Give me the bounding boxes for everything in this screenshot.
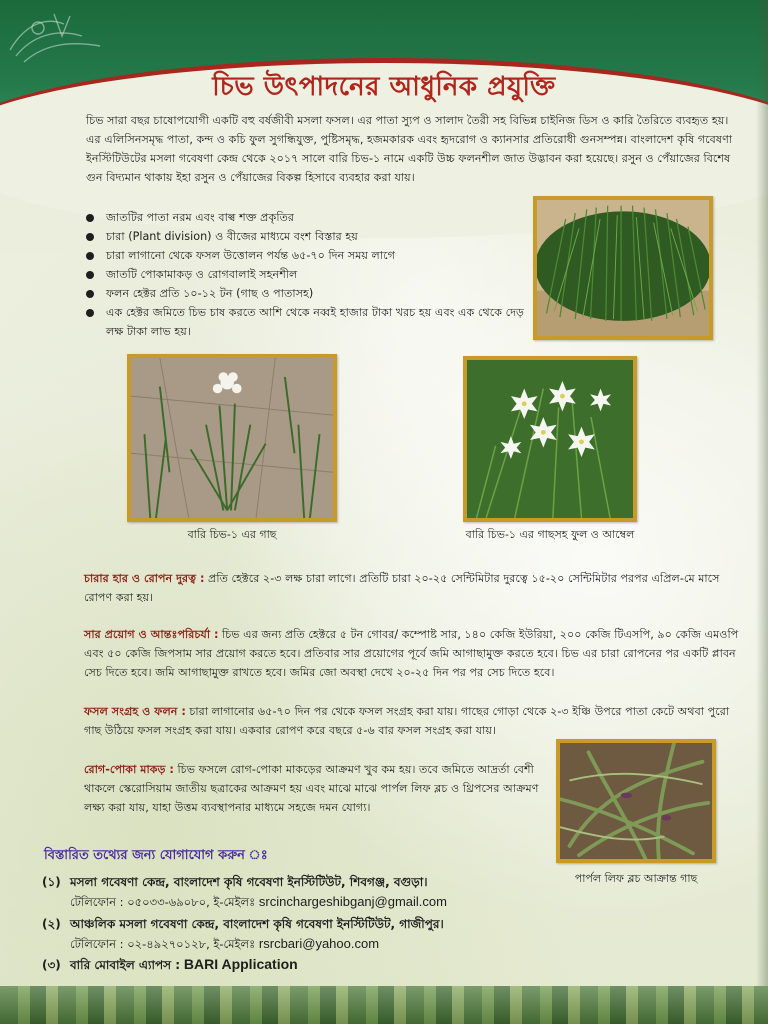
page-title: চিভ উৎপাদনের আধুনিক প্রযুক্তি [212,72,556,102]
corner-logo [4,6,114,66]
bullet-icon [86,214,94,222]
pest-heading: রোগ-পোকা মাকড় : [84,763,174,776]
feature-list [84,208,524,341]
app-info [42,954,562,975]
harvest-heading: ফসল সংগ্রহ ও ফলন : [84,705,186,718]
contact-item [42,914,562,954]
contact-email[interactable]: srcinchargeshibganj@gmail.com [258,894,447,909]
purple-leaf-blotch-photo [556,739,716,863]
plant-photo-caption: বারি চিভ-১ এর গাছ [187,528,277,541]
pest-text: চিভ ফসলে রোগ-পোকা মাকড়ের আক্রমণ খুব কম হয়। তবে জমিতে আদ্রর্তা বেশী থাকলে স্কেরোসিয়াম জাতীয় ছত্রাকের আক্রমণ হয় এবং মাঝে মাঝে পার্পল লিফ ব্লচ ও থ্রিপসের আক্রমণ লক্ষ্য করা যায়, যাহা উত্তম ব্যবস্থাপনার মাধ্যমে সহজে দমন যোগ্য। [84,763,539,814]
contact-phone: টেলিফোন : ০৫০৩৩-৬৯০৮০, ই-মেইলঃ [70,895,256,909]
fertilizer-heading: সার প্রয়োগ ও আন্তঃপরিচর্যা : [84,628,219,641]
contact-org: আঞ্চলিক মসলা গবেষণা কেন্দ্র, বাংলাদেশ কৃষি গবেষণা ইনস্টিটিউট, গাজীপুর। [70,917,444,931]
chive-field-photo [533,196,713,340]
harvest-section [84,702,744,740]
flower-photo-caption: বারি চিভ-১ এর গাছসহ ফুল ও আম্বেল [465,528,635,541]
list-item: চারা লাগানো থেকে ফসল উত্তোলন পর্যন্ত ৬৫-৭০ দিন সময় লাগে [84,246,524,265]
contact-number: (২) [42,917,61,931]
contact-org: মসলা গবেষণা কেন্দ্র, বাংলাদেশ কৃষি গবেষণা ইনস্টিটিউট, শিবগঞ্জ, বগুড়া। [70,875,428,889]
list-item: জাতটি পোকামাকড় ও রোগবালাই সহনশীল [84,265,524,284]
bullet-icon [86,233,94,241]
pest-section [84,760,554,817]
contact-item [42,872,562,912]
harvest-text: চারা লাগানোর ৬৫-৭০ দিন পর থেকে ফসল সংগ্রহ করা যায়। গাছের গোড়া থেকে ২-৩ ইঞ্চি উপরে পাতা কেটে অথবা পুরো গাছ উঠিয়ে ফসল সংগ্রহ করা যায়। একবার রোপণ করে বছরে ৫-৬ বার ফসল সংগ্রহ করা যায়। [84,705,730,737]
fertilizer-text: চিভ এর জন্য প্রতি হেক্টরে ৫ টন গোবর/ কম্পোষ্ট সার, ১৪০ কেজি ইউরিয়া, ২০০ কেজি টিএসপি, ৯০ কেজি এমওপি এবং ৫০ কেজি জিপসাম সার প্রয়োগ করতে হবে। প্রতিবার সার প্রয়োগের পূর্বে জমি আগাছামুক্ত করতে হবে। চিভ এর চারা রোপনের পর একটি প্লাবন সেচ দিতে হবে। জমি আগাছামুক্ত রাখতে হবে। জমির জো অবস্থা দেখে ২০-২৫ দিন পর পর সেচ দিতে হবে। [84,628,739,679]
list-item: চারা (Plant division) ও বীজের মাধ্যমে বংশ বিস্তার হয় [84,227,524,246]
contact-email[interactable]: rsrcbari@yahoo.com [258,936,380,951]
pest-photo-caption: পার্পল লিফ ব্লচ আক্রান্ত গাছ [574,872,698,885]
fertilizer-section [84,625,744,682]
right-edge-shadow [756,0,768,1024]
contact-heading: বিস্তারিত তথ্যের জন্য যোগাযোগ করুন ঃ [44,848,268,863]
contact-number: (১) [42,875,61,889]
bullet-icon [86,309,94,317]
list-item: ফলন হেক্টর প্রতি ১০-১২ টন (গাছ ও পাতাসহ) [84,284,524,303]
planting-text: প্রতি হেক্টরে ২-৩ লক্ষ চারা লাগে। প্রতিটি চারা ২০-২৫ সেন্টিমিটার দুরত্বে ১৫-২০ সেন্টিমিটার পরপর এপ্রিল-মে মাসে রোপণ করা হয়। [84,572,720,604]
bullet-icon [86,252,94,260]
list-item: জাতটির পাতা নরম এবং বাল্ব শক্ত প্রকৃতির [84,208,524,227]
contact-number: (৩) [42,958,61,972]
app-name: BARI Application [183,956,298,972]
planting-heading: চারার হার ও রোপন দুরত্ব : [84,572,205,585]
list-item: এক হেক্টর জমিতে চিভ চাষ করতে আশি থেকে নব্বই হাজার টাকা খরচ হয় এবং এক থেকে দেড় লক্ষ টাকা লাভ হয়। [84,303,524,341]
planting-section [84,569,744,607]
bullet-icon [86,271,94,279]
contact-phone: টেলিফোন : ০২-৪৯২৭০১২৮, ই-মেইলঃ [70,937,256,951]
intro-paragraph: চিভ সারা বছর চাষোপযোগী একটি বহু বর্ষজীবী মসলা ফসল। এর পাতা স্যুপ ও সালাদ তৈরী সহ বিভিন্ন চাইনিজ ডিস ও কারি তৈরিতে ব্যবহৃত হয়। এর এলিসিনসমৃদ্ধ পাতা, কন্দ ও কচি ফুল সুগন্ধিযুক্ত, পুষ্টিসমৃদ্ধ, হজমকারক এবং হৃদরোগ ও ক্যানসার প্রতিরোধী গুনসম্পন্ন। বাংলাদেশ কৃষি গবেষণা ইনস্টিটিউটের মসলা গবেষণা কেন্দ্র থেকে ২০১৭ সালে বারি চিভ-১ নামে একটি উচ্চ ফলনশীল জাত উদ্ভাবন করা হয়েছে। রসুন ও পেঁয়াজের বিশেষ গুন বিদ্যমান থাকায় ইহা রসুন ও পেঁয়াজের বিকল্প হিসাবে ব্যবহার করা যায়। [86,114,733,184]
app-label: বারি মোবাইল এ্যাপস : [70,958,181,972]
bullet-icon [86,290,94,298]
bottom-photo-strip [0,986,768,1024]
chive-plant-photo [127,354,337,522]
chive-flower-photo [463,356,637,522]
